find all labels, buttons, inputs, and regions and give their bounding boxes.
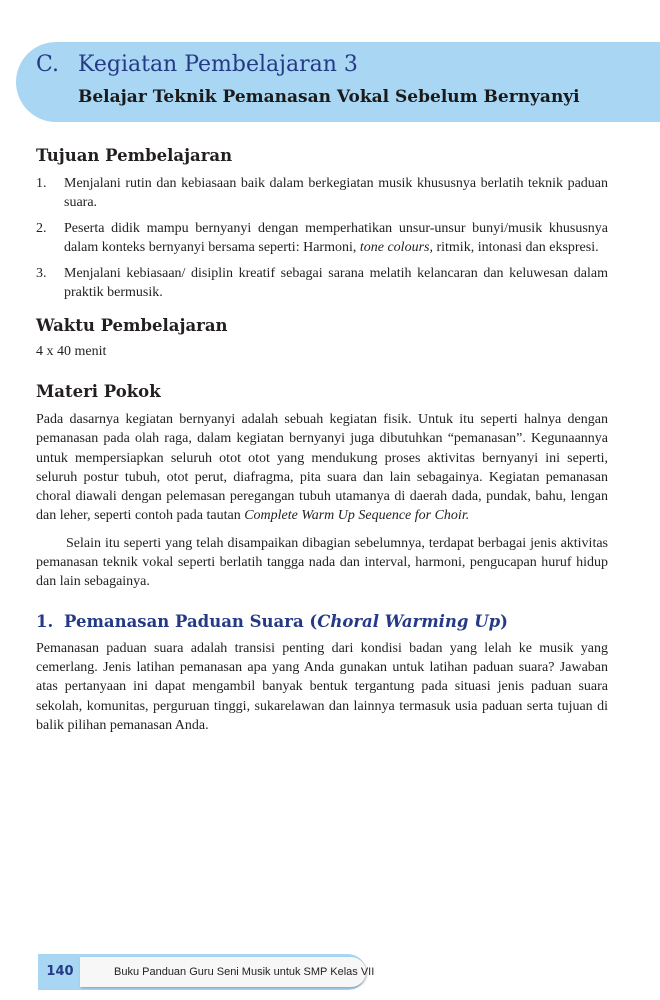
section-title bbox=[36, 52, 358, 77]
section-banner bbox=[16, 42, 660, 122]
subsection-heading bbox=[36, 612, 608, 631]
time-value: 4 x 40 menit bbox=[36, 344, 107, 359]
footer-tab bbox=[80, 957, 375, 987]
materi-paragraph-2: Selain itu seperti yang telah disampaikan dibagian sebelumnya, terdapat berbagai jenis aktivitas pemanasan teknik vokal seperti berlatih tangga nada dan interval, harmoni, pengucapan huruf hidup dan lain sebagainya. bbox=[36, 535, 608, 590]
subsection-title-italic: Choral Warming Up bbox=[317, 611, 501, 631]
objectives-heading: Tujuan Pembelajaran bbox=[36, 146, 233, 165]
list-item-text-end: ritmik, intonasi dan ekspresi. bbox=[432, 240, 599, 255]
list-item bbox=[36, 174, 608, 212]
section-letter: C. bbox=[36, 52, 60, 77]
materi-heading: Materi Pokok bbox=[36, 382, 161, 401]
subsection-title-prefix: Pemanasan Paduan Suara ( bbox=[64, 611, 318, 631]
page-number: 140 bbox=[46, 964, 74, 979]
materi-paragraph-1 bbox=[36, 410, 608, 526]
subsection-title-suffix: ) bbox=[500, 611, 508, 631]
list-item-italic-term: tone colours, bbox=[359, 240, 433, 255]
page-footer bbox=[38, 954, 375, 990]
materi-paragraph-1-text: Pada dasarnya kegiatan bernyanyi adalah sebuah kegiatan fisik. Untuk itu seperti halnya dengan pemanasan pada olah raga, dalam kegiatan bernyanyi juga dibutuhkan “pemanasan”. Kegunaannya untuk mempersiapkan seluruh otot otot yang mendukung proses aktivitas bernyanyi ini seperti, seluruh postur tubuh, otot perut, diafragma, pita suara dan lain sebagainya. Kegiatan pemanasan choral diawali dengan pelemasan peregangan tubuh utamanya di daerah dada, pundak, bahu, lengan dan leher, seperti contoh pada tautan bbox=[36, 412, 608, 524]
book-title: Buku Panduan Guru Seni Musik untuk SMP Kelas VII bbox=[114, 966, 375, 978]
objectives-list bbox=[36, 174, 608, 302]
list-item-number: 2. bbox=[36, 221, 47, 236]
list-item bbox=[36, 219, 608, 257]
subsection-body: Pemanasan paduan suara adalah transisi penting dari kondisi badan yang lelah ke musik yang cemerlang. Jenis latihan pemanasan apa yang Anda gunakan untuk latihan paduan suara? Jawaban atas pertanyaan ini dapat mengambil banyak bentuk tergantung pada situasi jenis paduan suara sekolah, komunitas, perguruan tinggi, sukarelawan dan lainnya termasuk usia paduan serta tujuan di balik pilihan pemanasan Anda. bbox=[36, 640, 608, 733]
list-item-text: Peserta didik mampu bernyanyi dengan memperhatikan unsur-unsur bunyi/musik khususnya dalam konteks bernyanyi bersama seperti: Harmoni, bbox=[64, 221, 608, 255]
list-item bbox=[36, 264, 608, 302]
section-title-text: Kegiatan Pembelajaran 3 bbox=[78, 52, 358, 77]
list-item-text: Menjalani rutin dan kebiasaan baik dalam berkegiatan musik khususnya berlatih teknik paduan suara. bbox=[64, 176, 608, 210]
materi-link-title: Complete Warm Up Sequence for Choir. bbox=[244, 508, 470, 524]
page-content bbox=[36, 146, 608, 735]
time-heading: Waktu Pembelajaran bbox=[36, 316, 228, 335]
list-item-text: Menjalani kebiasaan/ disiplin kreatif sebagai sarana melatih kelancaran dan keluwesan dalam praktik bermusik. bbox=[64, 266, 608, 300]
subsection-number: 1. bbox=[36, 611, 54, 631]
section-subtitle: Belajar Teknik Pemanasan Vokal Sebelum Bernyanyi bbox=[78, 87, 580, 107]
list-item-number: 1. bbox=[36, 176, 47, 191]
list-item-number: 3. bbox=[36, 266, 47, 281]
